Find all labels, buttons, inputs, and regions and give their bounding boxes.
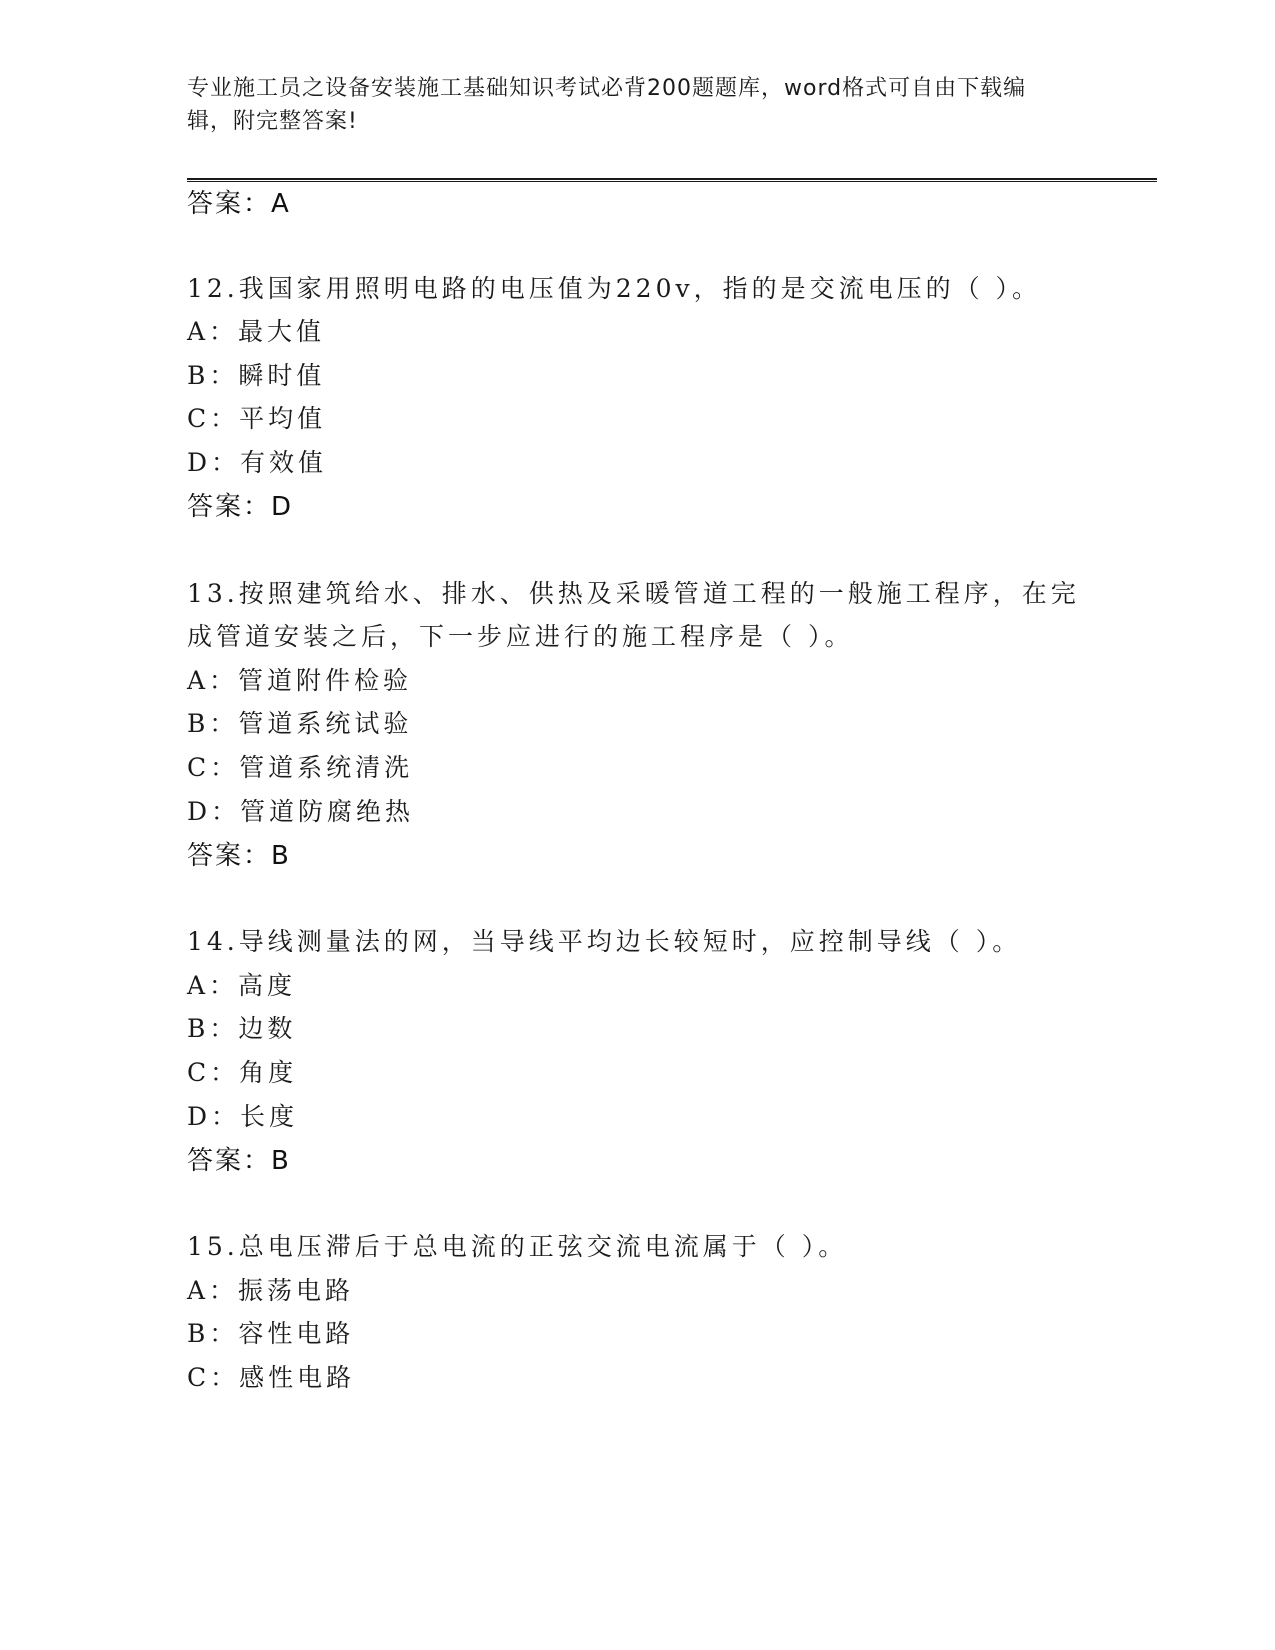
- question-12-stem: 12.我国家用照明电路的电压值为220v，指的是交流电压的（ ）。: [187, 274, 1042, 303]
- question-13-option-c: C：管道系统清洗: [187, 753, 414, 782]
- question-15-option-a: A：振荡电路: [187, 1276, 355, 1305]
- question-12-option-b: B：瞬时值: [187, 361, 326, 390]
- question-15-option-c: C：感性电路: [187, 1363, 356, 1392]
- question-12-option-c: C：平均值: [187, 404, 327, 433]
- question-12-option-d: D：有效值: [187, 448, 328, 477]
- question-13-stem-line-2: 成管道安装之后，下一步应进行的施工程序是（ ）。: [187, 622, 854, 651]
- previous-answer: 答案：A: [187, 189, 291, 219]
- question-13-answer: 答案：B: [187, 841, 291, 871]
- question-14-option-b: B：边数: [187, 1014, 297, 1043]
- question-13-option-a: A：管道附件检验: [187, 666, 413, 695]
- document-page: [187, 0, 1157, 1650]
- question-14-option-c: C：角度: [187, 1058, 298, 1087]
- question-15-option-b: B：容性电路: [187, 1319, 355, 1348]
- question-14-answer: 答案：B: [187, 1146, 291, 1176]
- question-14-stem: 14.导线测量法的网，当导线平均边长较短时，应控制导线（ ）。: [187, 927, 1022, 956]
- question-12-option-a: A：最大值: [187, 317, 326, 346]
- question-12-answer: 答案：D: [187, 492, 294, 522]
- question-13-stem-line-1: 13.按照建筑给水、排水、供热及采暖管道工程的一般施工程序，在完: [187, 579, 1080, 608]
- header-divider: [187, 178, 1157, 182]
- question-13-option-b: B：管道系统试验: [187, 709, 413, 738]
- question-13-option-d: D：管道防腐绝热: [187, 797, 415, 826]
- document-header-title: 专业施工员之设备安装施工基础知识考试必背200题题库，word格式可自由下载编辑，附完整答案!: [187, 76, 1027, 134]
- question-14-option-d: D：长度: [187, 1102, 299, 1131]
- question-14-option-a: A：高度: [187, 971, 297, 1000]
- question-15-stem: 15.总电压滞后于总电流的正弦交流电流属于（ ）。: [187, 1232, 848, 1261]
